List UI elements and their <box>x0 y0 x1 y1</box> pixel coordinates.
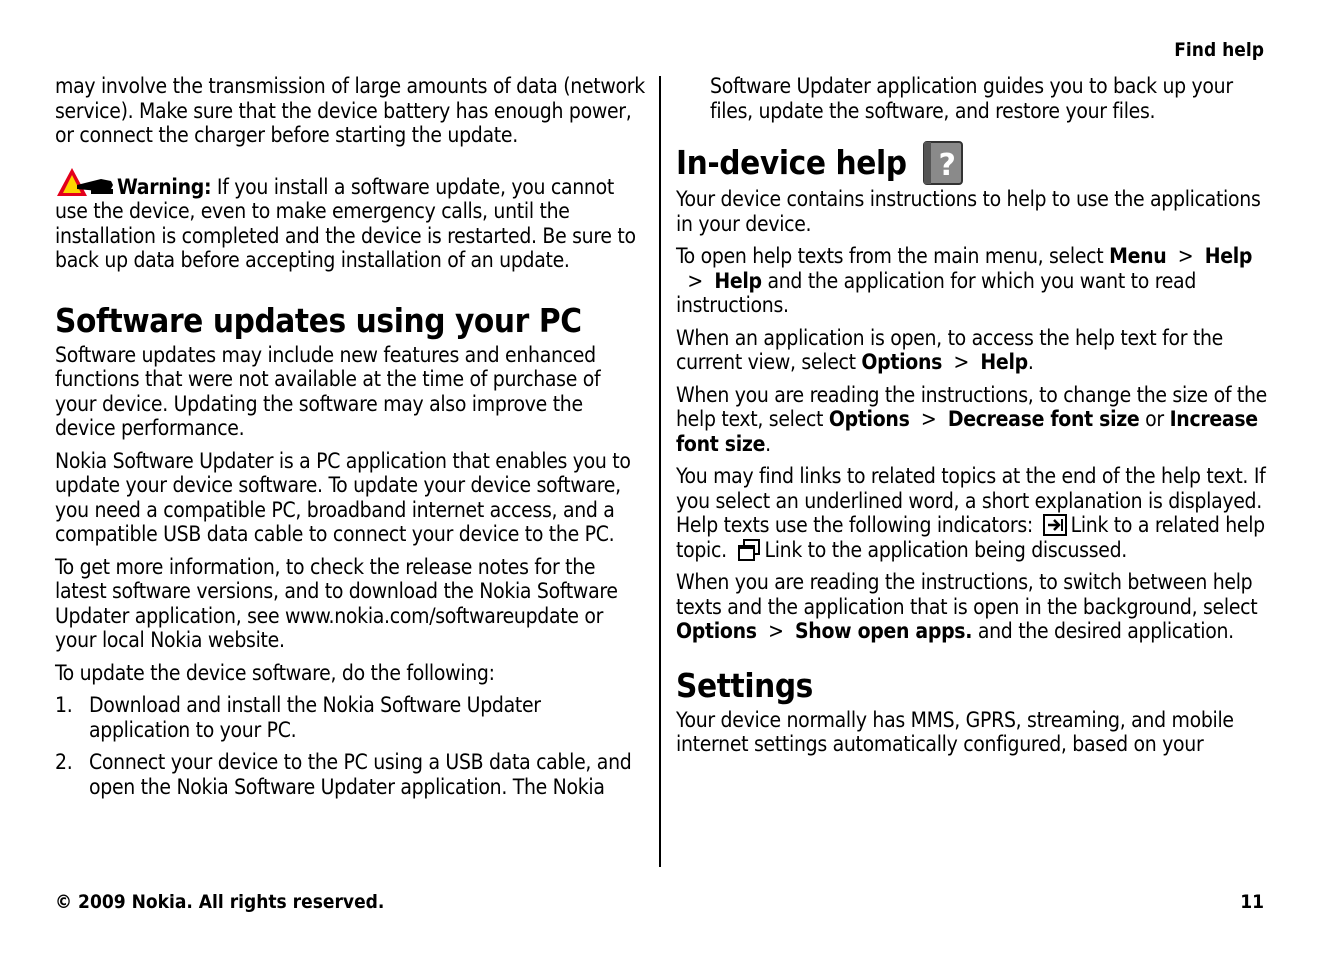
sw-paragraph-3: To get more information, to check the release notes for the latest software versions, and to download the Nokia Software Updater application, see www.nokia.com/softwareupdate or your local Nokia website. <box>55 554 618 652</box>
text-run: or <box>1139 407 1170 431</box>
text-run: . <box>1027 350 1034 374</box>
help-icon <box>923 141 963 185</box>
settings-heading: Settings <box>676 665 813 705</box>
text-run: and the desired application. <box>972 619 1234 643</box>
text-run: . <box>765 431 771 456</box>
step-number: 2. <box>55 750 73 774</box>
settings-paragraph-1: Your device normally has MMS, GPRS, streaming, and mobile internet settings automatically configured, based on your <box>676 707 1234 756</box>
update-steps-list <box>55 693 645 799</box>
in-device-help-heading <box>676 141 1270 185</box>
link-topic-icon <box>1043 513 1067 537</box>
menu-path-options: Options <box>676 619 757 643</box>
path-separator: > <box>942 350 981 374</box>
link-app-icon <box>737 538 761 562</box>
software-updates-heading: Software updates using your PC <box>55 300 582 340</box>
column-divider <box>659 76 661 867</box>
help-paragraph-2 <box>676 244 1270 318</box>
list-item <box>55 693 645 742</box>
text-run: Link to the application being discussed. <box>764 537 1127 562</box>
step-text: Download and install the Nokia Software Updater application to your PC. <box>89 693 541 742</box>
menu-path-help: Help <box>1204 244 1253 268</box>
menu-path-help: Help <box>980 350 1028 374</box>
warning-icon <box>55 167 115 197</box>
help-paragraph-4 <box>676 383 1270 457</box>
running-header: Find help <box>1174 39 1264 61</box>
right-column <box>676 74 1270 765</box>
sw-paragraph-4: To update the device software, do the following: <box>55 660 495 685</box>
text-run: Link to a related help topic. <box>676 513 1265 562</box>
sw-paragraph-2: Nokia Software Updater is a PC application that enables you to update your device software. To update your device software, you need a compatible PC, broadband internet access, and a compatible USB data cable to connect your device to the PC. <box>55 448 631 546</box>
path-separator: > <box>909 407 948 431</box>
menu-path-increase-font: Increase font size <box>676 407 1258 456</box>
help-paragraph-6 <box>676 570 1270 644</box>
menu-path-options: Options <box>828 407 910 431</box>
text-run: You may find links to related topics at the end of the help text. If you select an underlined word, a short explanation is displayed. Help texts use the following indicators: <box>676 464 1266 537</box>
menu-path-help-2: Help <box>714 268 762 293</box>
svg-text:?: ? <box>938 148 956 183</box>
help-paragraph-3 <box>676 326 1270 375</box>
warning-text: If you install a software update, you cannot use the device, even to make emergency calls, until the installation is completed and the device is restarted. Be sure to back up data before accepting installation of an update. <box>55 174 636 272</box>
sw-paragraph-1: Software updates may include new features and enhanced functions that were not available at the time of purchase of your device. Updating the software may also improve the device performance. <box>55 342 601 440</box>
step-continuation: Software Updater application guides you to back up your files, update the software, and restore your files. <box>710 74 1233 123</box>
help-paragraph-5 <box>676 464 1270 562</box>
menu-path-show-open-apps: Show open apps. <box>795 619 973 643</box>
path-separator: > <box>676 268 715 293</box>
menu-path-menu: Menu <box>1109 244 1167 268</box>
intro-paragraph: may involve the transmission of large amounts of data (network service). Make sure that the device battery has enough power, or connect the charger before starting the update. <box>55 74 645 147</box>
path-separator: > <box>756 619 795 643</box>
warning-paragraph <box>55 167 645 273</box>
menu-path-decrease-font: Decrease font size <box>947 407 1140 431</box>
list-item <box>55 750 645 799</box>
copyright-footer: © 2009 Nokia. All rights reserved. <box>55 891 385 913</box>
step-number: 1. <box>55 693 73 717</box>
text-run: When you are reading the instructions, to switch between help texts and the application that is open in the background, select <box>676 570 1258 619</box>
path-separator: > <box>1166 244 1205 268</box>
text-run: When you are reading the instructions, to change the size of the help text, select <box>676 382 1267 431</box>
help-heading-text: In-device help <box>676 143 907 182</box>
warning-label: Warning: <box>117 174 212 199</box>
menu-path-options: Options <box>861 350 943 374</box>
text-run: When an application is open, to access the help text for the current view, select <box>676 325 1223 374</box>
help-paragraph-1: Your device contains instructions to help to use the applications in your device. <box>676 187 1261 236</box>
left-column <box>55 74 645 807</box>
page-number: 11 <box>1240 891 1264 913</box>
text-run: and the application for which you want to read instructions. <box>676 268 1197 317</box>
step-text: Connect your device to the PC using a USB data cable, and open the Nokia Software Updater application. The Nokia <box>89 750 632 799</box>
text-run: To open help texts from the main menu, select <box>676 244 1110 268</box>
